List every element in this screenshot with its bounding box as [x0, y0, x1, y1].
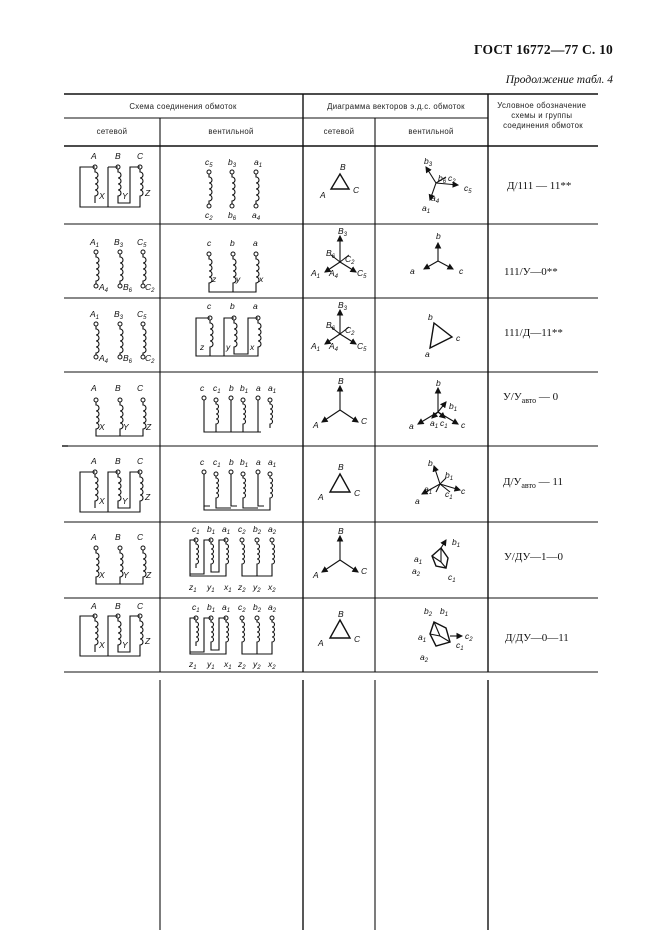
svg-text:b1: $b_1$: [449, 401, 458, 413]
svg-text:Z: Z: [145, 492, 151, 502]
svg-text:z2: $z_2$: [238, 659, 246, 671]
svg-text:a2: $a_2$: [268, 524, 277, 536]
svg-text:c: c: [200, 383, 205, 393]
row-3-valve-scheme: [196, 301, 261, 356]
svg-text:C5: $C_5$: [137, 237, 147, 249]
row-7-valve-scheme: [188, 602, 277, 671]
svg-text:B3: $B_3$: [114, 237, 124, 249]
svg-text:C: C: [137, 456, 144, 466]
svg-text:b1: $b_1$: [440, 606, 449, 618]
svg-text:b6: $b_6$: [438, 173, 447, 185]
svg-text:b: b: [230, 301, 235, 311]
svg-text:C: C: [137, 151, 144, 161]
svg-text:c: c: [461, 420, 466, 430]
svg-text:Y: Y: [123, 570, 129, 580]
svg-text:B3: $B_3$: [338, 300, 348, 312]
svg-text:B: B: [115, 383, 121, 393]
row-2-valve-vector-diagram: [410, 231, 464, 276]
row-5-network-vector-diagram: [317, 462, 361, 502]
svg-text:A4: $A_4$: [329, 341, 339, 353]
svg-text:y: y: [226, 342, 231, 352]
col-scheme-header: Схема соединения обмоток: [129, 102, 237, 111]
svg-text:b1: $b_1$: [445, 470, 454, 482]
svg-text:c: c: [207, 301, 212, 311]
svg-text:B6: $B_6$: [326, 248, 336, 260]
svg-text:B: B: [340, 162, 346, 172]
svg-text:c: c: [207, 238, 212, 248]
svg-text:x1: $x_1$: [224, 582, 232, 594]
svg-text:b1: $b_1$: [452, 537, 461, 549]
row-4-network-vector-diagram: [312, 376, 368, 430]
svg-text:X: X: [99, 191, 105, 201]
svg-text:b2: $b_2$: [424, 606, 433, 618]
svg-text:b3: $b_3$: [424, 156, 433, 168]
svg-text:A: A: [91, 456, 97, 466]
row-6-valve-vector-diagram: [412, 537, 460, 584]
svg-text:B: B: [338, 376, 344, 386]
svg-text:a4: $a_4$: [431, 193, 440, 205]
svg-text:b: b: [229, 457, 234, 467]
svg-text:C5: $C_5$: [137, 309, 147, 321]
svg-text:y2: $y_2$: [253, 582, 261, 594]
svg-text:B: B: [115, 532, 121, 542]
svg-text:B3: $B_3$: [114, 309, 124, 321]
svg-text:X: X: [99, 570, 105, 580]
svg-text:b1: $b_1$: [207, 602, 216, 614]
svg-text:Y: Y: [122, 496, 128, 506]
row-4-valve-scheme: [200, 383, 276, 432]
svg-text:A4: $A_4$: [329, 268, 339, 280]
svg-text:C: C: [353, 185, 360, 195]
svg-text:Z: Z: [146, 570, 152, 580]
designation-row-2: 111/У—0**: [504, 266, 558, 278]
svg-text:A1: $A_1$: [90, 237, 100, 249]
row-1-valve-vector-diagram: [422, 156, 472, 215]
svg-text:Z: Z: [145, 636, 151, 646]
svg-text:x1: $x_1$: [224, 659, 232, 671]
row-5-valve-vector-diagram: [415, 458, 466, 506]
svg-text:z1: $z_1$: [189, 582, 197, 594]
svg-text:b: b: [230, 238, 235, 248]
svg-text:a: a: [410, 266, 415, 276]
svg-text:c: c: [200, 457, 205, 467]
svg-text:B: B: [115, 151, 121, 161]
svg-text:x: x: [259, 274, 264, 284]
col-diagram-header: Диаграмма векторов э.д.с. обмоток: [327, 102, 465, 111]
row-2-network-scheme: [89, 237, 155, 294]
table-grid: [62, 94, 598, 930]
svg-text:b: b: [436, 378, 441, 388]
svg-text:c1: $c_1$: [213, 383, 221, 395]
row-2-network-vector-diagram: [310, 226, 367, 280]
svg-text:A: A: [318, 638, 324, 648]
svg-text:Z: Z: [145, 188, 151, 198]
row-5-valve-scheme: [200, 457, 276, 510]
row-6-network-scheme: [90, 532, 152, 584]
svg-text:Y: Y: [123, 422, 129, 432]
svg-text:y1: $y_1$: [207, 659, 215, 671]
svg-text:c1: $c_1$: [192, 524, 200, 536]
svg-text:b6: $b_6$: [228, 210, 237, 222]
row-3-valve-vector-diagram: [425, 312, 461, 359]
designation-row-3: 111/Д—11**: [504, 327, 563, 339]
svg-text:B: B: [338, 526, 344, 536]
svg-text:c1: $c_1$: [445, 489, 453, 501]
svg-text:b1: $b_1$: [240, 457, 249, 469]
svg-text:a1: $a_1$: [430, 418, 439, 430]
svg-text:a1: $a_1$: [254, 157, 263, 169]
row-3-network-vector-diagram: [310, 300, 367, 353]
row-1-valve-scheme: [205, 157, 262, 222]
row-6-network-vector-diagram: [312, 526, 368, 580]
svg-text:a: a: [415, 496, 420, 506]
svg-text:a: a: [425, 349, 430, 359]
svg-text:C5: $C_5$: [357, 268, 367, 280]
svg-text:c2: $c_2$: [465, 631, 473, 643]
svg-text:c2: $c_2$: [238, 524, 246, 536]
svg-text:c: c: [461, 486, 466, 496]
svg-text:X: X: [99, 496, 105, 506]
svg-text:A: A: [91, 532, 97, 542]
row-5-network-scheme: [80, 456, 151, 512]
row-6-valve-scheme: [188, 524, 277, 594]
svg-text:A1: $A_1$: [311, 268, 321, 280]
svg-text:a: a: [409, 421, 414, 431]
svg-text:a2: $a_2$: [420, 652, 429, 664]
svg-text:C: C: [137, 532, 144, 542]
svg-text:A: A: [91, 383, 97, 393]
svg-text:y1: $y_1$: [207, 582, 215, 594]
svg-text:c2: $c_2$: [205, 210, 213, 222]
svg-text:z1: $z_1$: [189, 659, 197, 671]
svg-text:B: B: [115, 601, 121, 611]
svg-text:C: C: [361, 416, 368, 426]
svg-text:a1: $a_1$: [422, 203, 431, 215]
svg-text:C: C: [354, 634, 361, 644]
svg-text:c1: $c_1$: [448, 572, 456, 584]
svg-text:a1: $a_1$: [424, 484, 433, 496]
row-7-valve-vector-diagram: [418, 606, 473, 664]
svg-text:A: A: [91, 151, 97, 161]
svg-text:Z: Z: [146, 422, 152, 432]
svg-text:A: A: [313, 420, 319, 430]
svg-text:A1: $A_1$: [90, 309, 100, 321]
svg-text:a: a: [256, 457, 261, 467]
row-4-network-scheme: [90, 383, 152, 436]
svg-text:c5: $c_5$: [205, 157, 213, 169]
svg-text:X: X: [99, 640, 105, 650]
svg-text:a1: $a_1$: [222, 602, 231, 614]
svg-text:b: b: [229, 383, 234, 393]
svg-text:c1: $c_1$: [440, 418, 448, 430]
svg-text:a: a: [253, 301, 258, 311]
svg-text:Y: Y: [122, 640, 128, 650]
svg-text:b: b: [436, 231, 441, 241]
svg-text:b2: $b_2$: [253, 602, 262, 614]
svg-text:B: B: [115, 456, 121, 466]
svg-text:z: z: [212, 274, 217, 284]
svg-text:C: C: [354, 488, 361, 498]
svg-text:a1: $a_1$: [268, 383, 277, 395]
svg-text:a: a: [256, 383, 261, 393]
svg-text:a1: $a_1$: [414, 554, 423, 566]
designation-row-5: $Д/У_{авто}$ — 11: [503, 476, 563, 491]
svg-text:y2: $y_2$: [253, 659, 261, 671]
svg-text:z2: $z_2$: [238, 582, 246, 594]
svg-text:c1: $c_1$: [192, 602, 200, 614]
svg-text:b3: $b_3$: [228, 157, 237, 169]
svg-text:B: B: [338, 609, 344, 619]
row-3-network-scheme: [89, 309, 155, 365]
svg-text:c1: $c_1$: [213, 457, 221, 469]
svg-text:c5: $c_5$: [464, 183, 472, 195]
svg-text:a1: $a_1$: [418, 632, 427, 644]
svg-text:C2: $C_2$: [345, 254, 355, 266]
designation-row-6: У/ДУ—1—0: [504, 551, 563, 563]
svg-text:c2: $c_2$: [448, 173, 456, 185]
svg-text:a4: $a_4$: [252, 210, 261, 222]
svg-text:a2: $a_2$: [268, 602, 277, 614]
svg-text:B3: $B_3$: [338, 226, 348, 238]
svg-text:B6: $B_6$: [326, 320, 336, 332]
row-2-valve-scheme: [207, 238, 264, 292]
svg-text:A: A: [318, 492, 324, 502]
svg-text:B6: $B_6$: [123, 282, 133, 294]
svg-text:B6: $B_6$: [123, 353, 133, 365]
sub-valve-diagram: вентильной: [408, 127, 454, 136]
svg-text:C2: $C_2$: [345, 325, 355, 337]
row-7-network-scheme: [80, 601, 151, 656]
designation-row-1: Д/111 — 11**: [507, 180, 572, 192]
svg-text:C: C: [137, 601, 144, 611]
svg-text:b: b: [428, 458, 433, 468]
svg-text:A1: $A_1$: [311, 341, 321, 353]
continuation-note: Продолжение табл. 4: [505, 74, 613, 86]
svg-text:C5: $C_5$: [357, 341, 367, 353]
svg-text:b2: $b_2$: [253, 524, 262, 536]
svg-text:B: B: [338, 462, 344, 472]
svg-text:b: b: [428, 312, 433, 322]
svg-text:a1: $a_1$: [268, 457, 277, 469]
svg-text:A4: $A_4$: [99, 282, 109, 294]
svg-text:A4: $A_4$: [99, 353, 109, 365]
svg-text:c: c: [459, 266, 464, 276]
row-1-network-scheme: [80, 151, 151, 207]
svg-text:A: A: [320, 190, 326, 200]
svg-text:x2: $x_2$: [268, 659, 276, 671]
row-7-network-vector-diagram: [317, 609, 361, 648]
svg-text:A: A: [91, 601, 97, 611]
svg-text:A: A: [313, 570, 319, 580]
svg-text:C: C: [137, 383, 144, 393]
svg-text:C: C: [361, 566, 368, 576]
row-1-network-vector-diagram: [319, 162, 360, 200]
svg-text:b1: $b_1$: [240, 383, 249, 395]
svg-text:a2: $a_2$: [412, 566, 421, 578]
svg-text:C2: $C_2$: [145, 353, 155, 365]
svg-text:Y: Y: [122, 191, 128, 201]
svg-text:x2: $x_2$: [268, 582, 276, 594]
sub-network-diagram: сетевой: [323, 127, 355, 136]
svg-text:a: a: [253, 238, 258, 248]
row-4-valve-vector-diagram: [409, 378, 466, 431]
svg-text:y: y: [236, 274, 241, 284]
designation-row-4: $У/У_{авто}$ — 0: [503, 391, 559, 406]
svg-text:c2: $c_2$: [238, 602, 246, 614]
standard-number: ГОСТ 16772—77 С. 10: [474, 42, 613, 57]
svg-text:c: c: [456, 333, 461, 343]
svg-text:a1: $a_1$: [222, 524, 231, 536]
svg-text:x: x: [250, 342, 255, 352]
svg-text:c1: $c_1$: [456, 640, 464, 652]
designation-row-7: Д/ДУ—0—11: [505, 632, 569, 644]
svg-text:X: X: [99, 422, 105, 432]
svg-text:z: z: [200, 342, 205, 352]
svg-text:C2: $C_2$: [145, 282, 155, 294]
col-designation-header: Условное обозначение схемы и группы соединения обмоток: [497, 101, 587, 130]
svg-text:b1: $b_1$: [207, 524, 216, 536]
sub-valve-scheme: вентильной: [208, 127, 254, 136]
sub-network-scheme: сетевой: [96, 127, 128, 136]
